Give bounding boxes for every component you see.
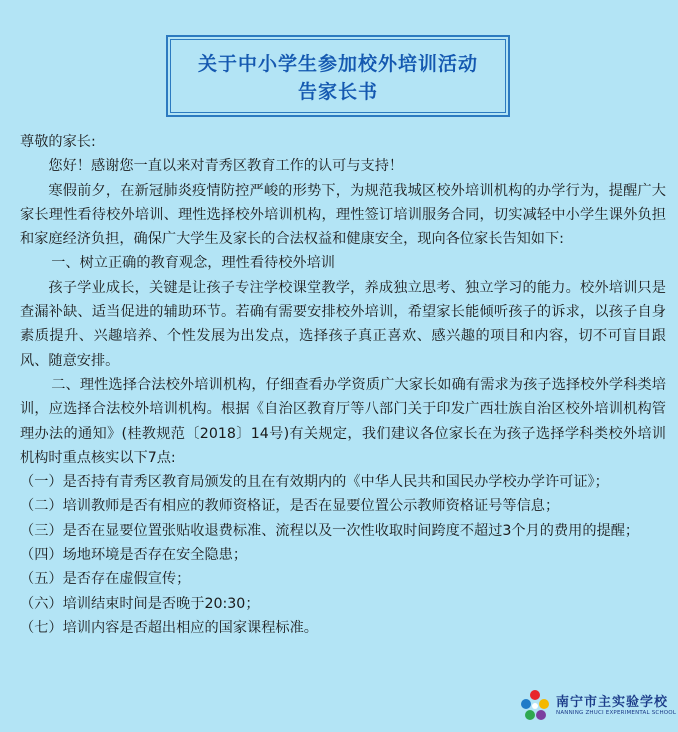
title-inner-frame xyxy=(170,39,506,113)
list-item: （七）培训内容是否超出相应的国家课程标准。 xyxy=(20,619,318,636)
section1-paragraph: 孩子学业成长，关键是让孩子专注学校课堂教学，养成独立思考、独立学习的能力。校外培训只是查漏补缺、适当促进的辅助环节。若确有需要安排校外培训，希望家长能倾听孩子的诉求，以孩子自身素质提升、兴趣培养、个性发展为出发点，选择孩子真正喜欢、感兴趣的项目和内容，切不可盲目跟风、随意安排。 xyxy=(20,279,666,369)
salutation: 尊敬的家长: xyxy=(20,134,96,150)
list-item: （二）培训教师是否有相应的教师资格证，是否在显要位置公示教师资格证号等信息； xyxy=(20,498,560,515)
title-line-1: 关于中小学生参加校外培训活动 xyxy=(197,53,478,75)
list-item: （四）场地环境是否存在安全隐患； xyxy=(20,547,248,564)
school-name: 南宁市主实验学校 xyxy=(556,695,669,710)
list-item: （三）是否在显要位置张贴收退费标准、流程以及一次性收取时间跨度不超过3个月的费用的提醒； xyxy=(20,522,640,539)
title-box xyxy=(166,35,510,117)
greeting: 您好！感谢您一直以来对青秀区教育工作的认可与支持！ xyxy=(48,158,404,175)
school-english-name: NANNING ZHUCI EXPERIMENTAL SCHOOL xyxy=(556,710,677,716)
letter-body xyxy=(20,130,666,640)
list-item: （五）是否存在虚假宣传； xyxy=(20,571,191,588)
title-line-2: 告家长书 xyxy=(297,81,378,103)
school-logo xyxy=(518,688,677,724)
list-item: （六）培训结束时间是否晚于20:30； xyxy=(20,595,260,612)
section1-heading: 一、树立正确的教育观念，理性看待校外培训 xyxy=(51,255,335,272)
intro-paragraph: 寒假前夕，在新冠肺炎疫情防控严峻的形势下，为规范我城区校外培训机构的办学行为，提醒广大家长理性看待校外培训、理性选择校外培训机构，理性签订培训服务合同，切实减轻中小学生课外负担和家庭经济负担，确保广大学生及家长的合法权益和健康安全，现向各位家长告知如下: xyxy=(20,182,666,248)
list-item: （一）是否持有青秀区教育局颁发的且在有效期内的《中华人民共和国民办学校办学许可证》； xyxy=(20,474,609,491)
section2-paragraph: 二、理性选择合法校外培训机构，仔细查看办学资质广大家长如确有需求为孩子选择校外学科类培训，应选择合法校外培训机构。根据《自治区教育厅等八部门关于印发广西壮族自治区校外培训机构管理办法的通知》(桂教规范〔2018〕14号)有关规定，我们建议各位家长在为孩子选择学科类校外培训机构时重点核实以下7点: xyxy=(20,376,666,466)
school-emblem-icon xyxy=(518,688,552,722)
